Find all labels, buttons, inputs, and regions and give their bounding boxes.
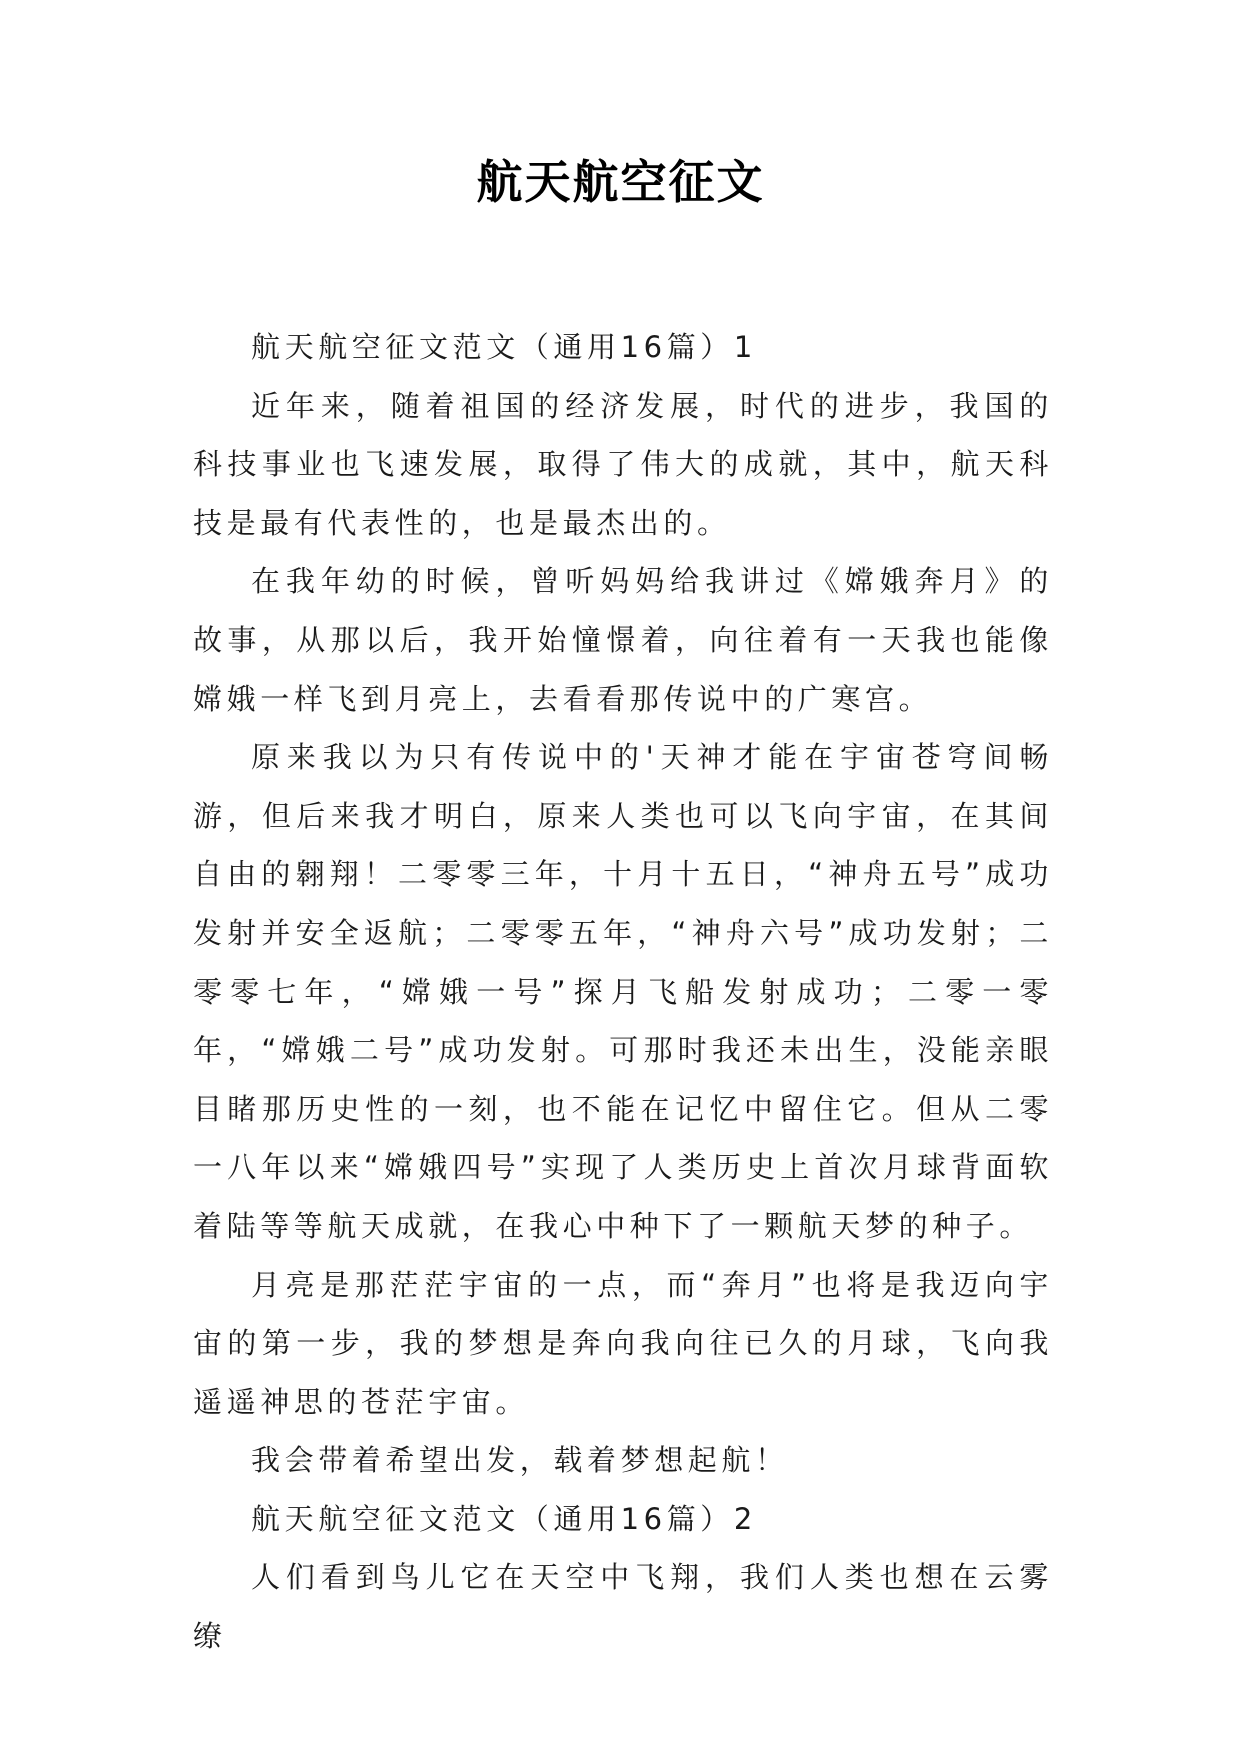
page-title: 航天航空征文 [476, 155, 765, 209]
paragraph: 原来我以为只有传说中的'天神才能在宇宙苍穹间畅游，但后来我才明白，原来人类也可以飞向宇宙，在其间自由的翱翔！二零零三年，十月十五日，“神舟五号”成功发射并安全返航；二零零五年，“神舟六号”成功发射；二零零七年，“嫦娥一号”探月飞船发射成功；二零一零年，“嫦娥二号”成功发射。可那时我还未出生，没能亲眼目睹那历史性的一刻，也不能在记忆中留住它。但从二零一八年以来“嫦娥四号”实现了人类历史上首次月球背面软着陆等等航天成就，在我心中种下了一颗航天梦的种子。 [193, 740, 1053, 1243]
document-body [193, 318, 1053, 1666]
paragraph: 我会带着希望出发，载着梦想起航！ [251, 1443, 789, 1478]
paragraph: 近年来，随着祖国的经济发展，时代的进步，我国的科技事业也飞速发展，取得了伟大的成就，其中，航天科技是最有代表性的，也是最杰出的。 [193, 388, 1053, 540]
paragraph: 人们看到鸟儿它在天空中飞翔，我们人类也想在云雾缭 [193, 1560, 1053, 1654]
section-heading: 航天航空征文范文（通用16篇）1 [251, 330, 757, 364]
section-heading: 航天航空征文范文（通用16篇）2 [251, 1501, 757, 1536]
paragraph: 月亮是那茫茫宇宙的一点，而“奔月”也将是我迈向宇宙的第一步，我的梦想是奔向我向往已久的月球，飞向我遥遥神思的苍茫宇宙。 [193, 1267, 1053, 1419]
paragraph: 在我年幼的时候，曾听妈妈给我讲过《嫦娥奔月》的故事，从那以后，我开始憧憬着，向往着有一天我也能像嫦娥一样飞到月亮上，去看看那传说中的广寒宫。 [193, 564, 1053, 716]
